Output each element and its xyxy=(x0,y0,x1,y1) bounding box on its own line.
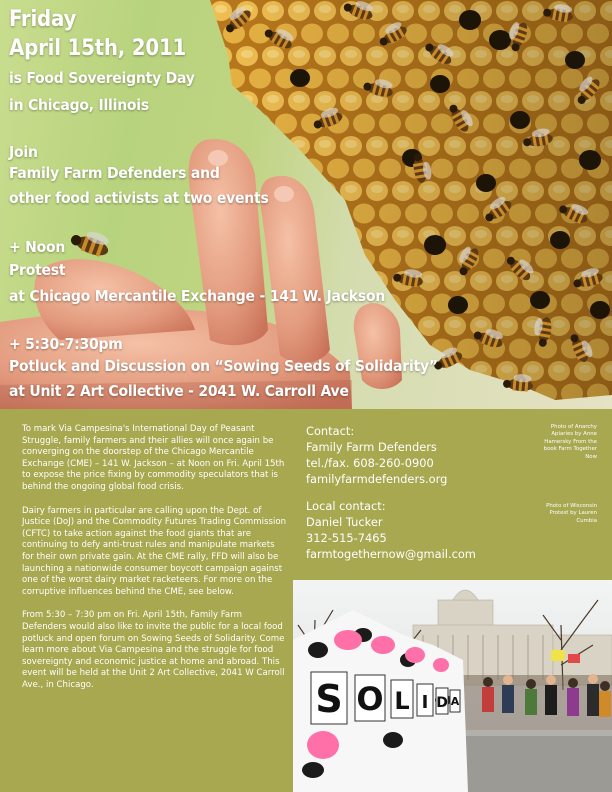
contact-org: Family Farm Defenders xyxy=(306,440,437,454)
photo-credit-protest: Photo of Wisconsin Protest by Lauren Cumbia xyxy=(546,503,597,524)
bee-on-finger-icon xyxy=(69,225,113,259)
event1-time: + Noon xyxy=(9,238,66,256)
contact-heading: Contact: xyxy=(306,424,355,438)
local-contact-heading: Local contact: xyxy=(306,499,386,513)
local-contact-name: Daniel Tucker xyxy=(306,515,383,529)
join-line-1: Join xyxy=(9,143,38,161)
sign-letter-d: D xyxy=(436,695,448,711)
sign-letter-s: S xyxy=(315,677,343,721)
paragraph-cme-protest: To mark Via Campesina's International Day of Peasant Struggle, family farmers and their allies will once again be converging on the doorstep of the Chicago Mercantile Exchange (CME) – 141 W. Jackson – at Noon on Fri. April 15th to expose the price fixing by commodity speculators that is behind the ongoing global food crisis. xyxy=(22,424,285,492)
contact-block xyxy=(306,423,526,562)
sign-letter-o: O xyxy=(356,680,384,718)
paragraph-potluck: From 5:30 – 7:30 pm on Fri. April 15th, Family Farm Defenders would also like to invite the public for a local food potluck and open forum on Sowing Seeds of Solidarity. Come learn more about Via Campesina and the struggle for food sovereignty and economic justice at home and abroad. This event will be held at the Unit 2 Art Collective, 2041 W Carroll Ave., in Chicago. xyxy=(22,610,285,690)
join-line-3: other food activists at two events xyxy=(9,189,269,207)
event2-time: + 5:30-7:30pm xyxy=(9,335,123,353)
photo-credit-honeycomb: Photo of Anarchy Apiaries by Anne Hamersky From the book Farm Together Now xyxy=(543,424,597,460)
sign-letter-a: A xyxy=(450,695,460,708)
event2-name: Potluck and Discussion on “Sowing Seeds of Solidarity” xyxy=(9,357,438,375)
headline-date: April 15th, 2011 xyxy=(9,36,187,61)
local-contact-phone: 312-515-7465 xyxy=(306,531,387,545)
sign-letter-i: I xyxy=(421,692,429,713)
wisconsin-protest-photo xyxy=(293,580,612,792)
event2-place: at Unit 2 Art Collective - 2041 W. Carroll Ave xyxy=(9,382,349,400)
event1-place: at Chicago Mercantile Exchange - 141 W. Jackson xyxy=(9,287,386,305)
local-contact-email-link[interactable]: farmtogethernow@gmail.com xyxy=(306,547,476,561)
sign-letter-l: L xyxy=(394,687,410,715)
join-line-2: Family Farm Defenders and xyxy=(9,164,220,182)
event1-name: Protest xyxy=(9,261,66,279)
contact-phone: tel./fax. 608-260-0900 xyxy=(306,456,434,470)
contact-website-link[interactable]: familyfarmdefenders.org xyxy=(306,472,448,486)
cow-costume-protest-photo-icon xyxy=(293,580,612,792)
headline-day: Friday xyxy=(9,7,77,32)
event-description xyxy=(22,424,288,703)
headline-location: in Chicago, Illinois xyxy=(9,96,149,114)
headline-occasion: is Food Sovereignty Day xyxy=(9,69,195,87)
paragraph-dairy-farmers: Dairy farmers in particular are calling upon the Dept. of Justice (DoJ) and the Commodity Futures Trading Commission (CFTC) to take action against the food giants that are continuing to defy anti-trust rules and manipulate markets for their own private gain. At the CME rally, FFD will also be launching a nationwide consumer boycott campaign against one of the worst dairy market racketeers. For more on the corruptive influences behind the CME, see below. xyxy=(22,505,287,597)
